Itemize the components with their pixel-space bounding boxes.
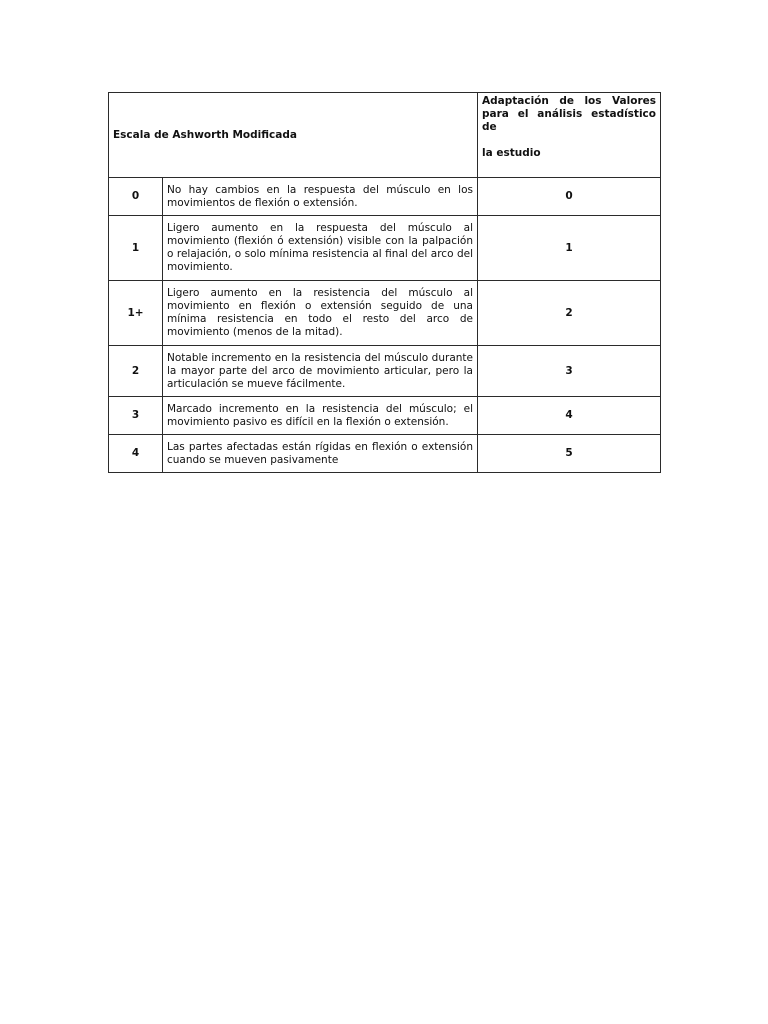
row-value: 5 xyxy=(478,435,661,473)
table-row xyxy=(109,178,661,216)
table-row xyxy=(109,281,661,346)
row-score: 0 xyxy=(109,178,163,216)
row-score: 1+ xyxy=(109,281,163,346)
header-line-gap xyxy=(482,134,656,147)
table-row xyxy=(109,346,661,397)
row-score: 1 xyxy=(109,216,163,281)
table-row xyxy=(109,216,661,281)
table-header-row xyxy=(109,93,661,178)
row-value: 0 xyxy=(478,178,661,216)
row-score: 2 xyxy=(109,346,163,397)
header-adaptation-line2: la estudio xyxy=(482,147,541,159)
row-score: 3 xyxy=(109,397,163,435)
row-value: 1 xyxy=(478,216,661,281)
row-description: Ligero aumento en la resistencia del músculo al movimiento en flexión o extensión seguido de una mínima resistencia en todo el resto del arco de movimiento (menos de la mitad). xyxy=(163,281,478,346)
ashworth-scale-table xyxy=(108,92,661,473)
row-description: Notable incremento en la resistencia del músculo durante la mayor parte del arco de movimiento articular, pero la articulación se mueve fácilmente. xyxy=(163,346,478,397)
header-adaptation-line1: Adaptación de los Valores para el análisis estadístico de xyxy=(482,95,656,133)
row-value: 3 xyxy=(478,346,661,397)
row-description: Ligero aumento en la respuesta del músculo al movimiento (flexión ó extensión) visible con la palpación o relajación, o solo mínima resistencia al final del arco del movimiento. xyxy=(163,216,478,281)
row-description: No hay cambios en la respuesta del músculo en los movimientos de flexión o extensión. xyxy=(163,178,478,216)
header-scale-title: Escala de Ashworth Modificada xyxy=(109,93,478,178)
row-value: 2 xyxy=(478,281,661,346)
row-description: Marcado incremento en la resistencia del músculo; el movimiento pasivo es difícil en la flexión o extensión. xyxy=(163,397,478,435)
header-adaptation-title xyxy=(478,93,661,178)
table-row xyxy=(109,397,661,435)
row-value: 4 xyxy=(478,397,661,435)
row-description: Las partes afectadas están rígidas en flexión o extensión cuando se mueven pasivamente xyxy=(163,435,478,473)
table-row xyxy=(109,435,661,473)
row-score: 4 xyxy=(109,435,163,473)
